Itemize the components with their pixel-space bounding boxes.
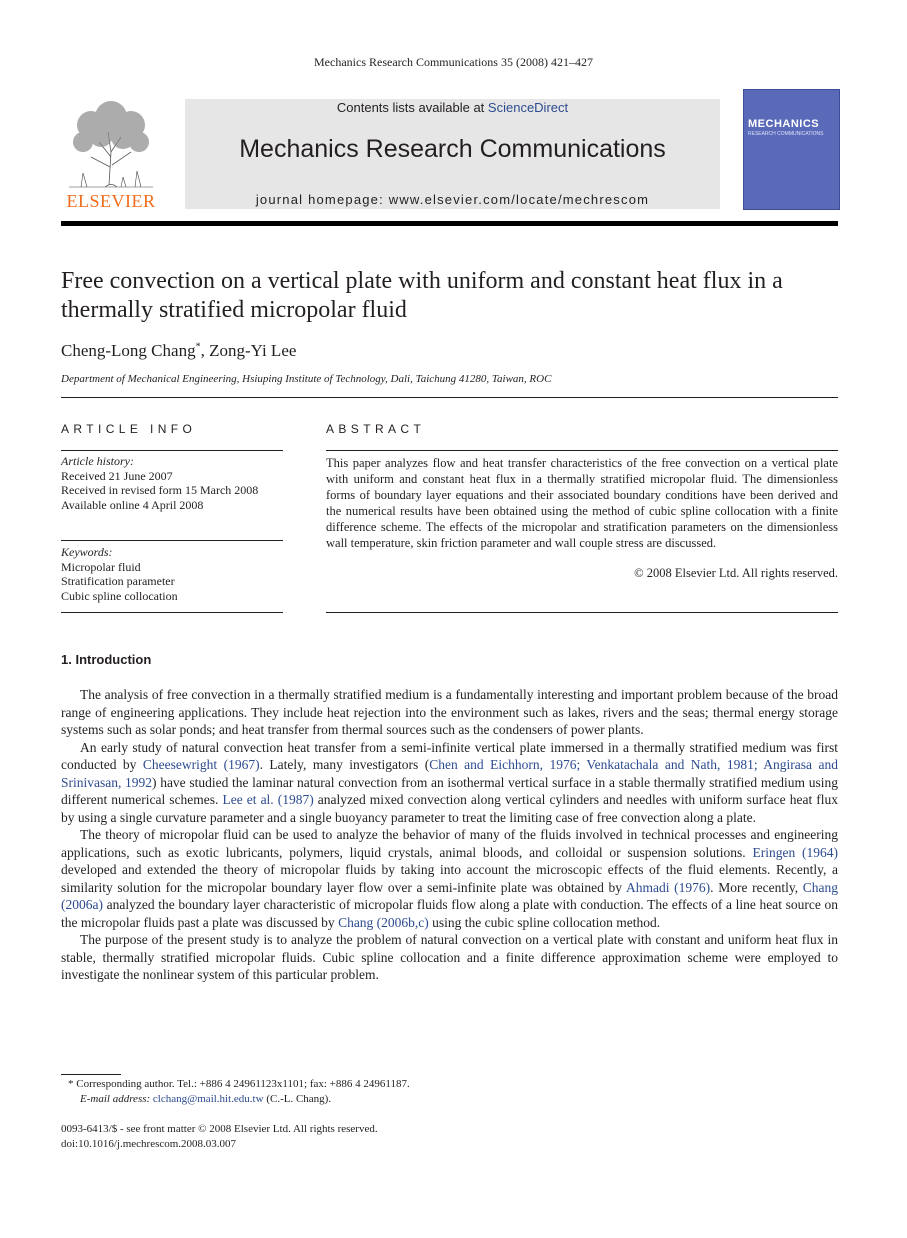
corresponding-author-mark[interactable]: * — [195, 341, 201, 353]
introduction-body — [61, 686, 838, 984]
citation-link[interactable]: Chen and Eichhorn, 1976; Venkatachala and Nath, 1981; Angirasa and Srinivasan, 1992 — [61, 757, 838, 790]
revised-date: Received in revised form 15 March 2008 — [61, 483, 259, 497]
divider — [326, 612, 838, 613]
citation-link[interactable]: Eringen (1964) — [752, 844, 838, 860]
abstract-heading: ABSTRACT — [326, 422, 426, 436]
citation-link[interactable]: Chang (2006a) — [61, 879, 839, 912]
contents-line — [185, 100, 720, 115]
footnote-text: Corresponding author. Tel.: +886 4 24961123x1101; fax: +886 4 24961187. — [73, 1078, 410, 1090]
text-run: ) have studied the laminar natural convection from an isothermal vertical surface in a stable thermally stratified medium using different numerical schemes. — [61, 774, 838, 807]
abstract-copyright: © 2008 Elsevier Ltd. All rights reserved. — [634, 566, 838, 580]
email-label: E-mail address: — [80, 1093, 151, 1105]
text-run: analyzed the boundary layer characteristic of micropolar fluids flow along a plate with conduction. The effects of a line heat source on the micropolar fluids past a plate was discussed by — [61, 897, 838, 930]
citation-link[interactable]: Cheesewright (1967) — [142, 757, 260, 772]
email-owner: (C.-L. Chang). — [263, 1093, 332, 1105]
text-run: . More recently, — [710, 879, 803, 895]
citation-link[interactable]: Ahmadi (1976) — [625, 879, 711, 895]
article-info-heading: ARTICLE INFO — [61, 422, 197, 436]
text-run: developed and extended the theory of micropolar fluids by taking into account the microscopic effects of the fluid elements. Recently, a similarity solution for the micropolar boundary layer flow over a semi-infinite plate was obtained by — [61, 862, 838, 895]
affiliation: Department of Mechanical Engineering, Hsiuping Institute of Technology, Dali, Taichung 41280, Taiwan, ROC — [61, 373, 552, 385]
elsevier-wordmark: ELSEVIER — [66, 191, 156, 211]
front-matter — [61, 1122, 378, 1152]
paragraph: The purpose of the present study is to analyze the problem of natural convection on a vertical plate with constant and uniform heat flux in stable, thermally stratified micropolar fluids. Cubic spline collocation and a finite difference approximation scheme were employed to investigate the nonlinear system of this particular problem. — [61, 932, 838, 982]
doi-line[interactable]: doi:10.1016/j.mechrescom.2008.03.007 — [61, 1138, 237, 1150]
keyword: Stratification parameter — [61, 574, 175, 588]
footnote — [68, 1077, 410, 1107]
abstract-body: This paper analyzes flow and heat transfer characteristics of the free convection on a vertical plate with uniform and constant heat flux in a thermally stratified micropolar fluid. The dimensionless forms of boundary layer equations and their associated boundary conditions have been derived and the numerical results have been obtained using the method of cubic spline collocation with a finite difference scheme. The effects of the micropolar and stratification parameters on the dimensionless wall temperature, skin friction parameter and wall couple stress are discussed. — [326, 456, 838, 550]
text-run: using the cubic spline collocation method. — [428, 914, 661, 930]
journal-title: Mechanics Research Communications — [239, 135, 666, 163]
text-run: analyzed mixed convection along vertical cylinders and needles with uniform surface heat flux by using a single curvature parameter and a single buoyancy parameter to treat the limiting case of free convection along a plate. — [61, 792, 838, 825]
header-rule — [61, 221, 838, 226]
keyword: Micropolar fluid — [61, 559, 141, 574]
article-history — [61, 454, 283, 512]
text-run: The theory of micropolar fluid can be used to analyze the behavior of many of the fluids involved in technical processes and engineering applications, such as exotic lubricants, polymers, liquid crystals, animal bloods, and colloidal or suspension solutions. — [61, 827, 838, 860]
journal-cover-thumbnail — [743, 89, 840, 210]
divider — [61, 450, 283, 451]
journal-homepage[interactable]: journal homepage: www.elsevier.com/locate/mechrescom — [255, 192, 650, 207]
running-head: Mechanics Research Communications 35 (2008) 421–427 — [314, 55, 593, 69]
keywords-label: Keywords: — [61, 545, 113, 559]
received-date: Received 21 June 2007 — [61, 468, 173, 483]
email-line — [68, 1092, 410, 1107]
online-date: Available online 4 April 2008 — [61, 497, 204, 512]
email-link[interactable]: clchang@mail.hit.edu.tw — [152, 1093, 264, 1105]
contents-prefix: Contents lists available at — [336, 100, 485, 115]
paragraph — [61, 739, 838, 827]
paragraph: The analysis of free convection in a thermally stratified medium is a fundamentally interesting and important problem because of the broad range of engineering applications. They include heat rejection into the environment such as lakes, rivers and the seas; thermal energy storage systems such as solar ponds; and heat transfer from thermal sources such as the condensers of power plants. — [61, 687, 838, 737]
divider — [61, 612, 283, 613]
history-label: Article history: — [61, 454, 134, 468]
divider — [326, 450, 838, 451]
article-title: Free convection on a vertical plate with uniform and constant heat flux in a thermally stratified micropolar fluid — [61, 268, 783, 323]
sciencedirect-link[interactable]: ScienceDirect — [487, 100, 569, 115]
author-list — [61, 341, 296, 361]
corresponding-author-note — [68, 1077, 410, 1092]
paragraph — [61, 826, 838, 931]
author-name: Cheng-Long Chang — [61, 341, 196, 360]
text-run: . Lately, many investigators ( — [259, 757, 430, 772]
footnote-divider — [61, 1074, 121, 1075]
cover-subtitle: RESEARCH COMMUNICATIONS — [748, 131, 824, 137]
keywords — [61, 545, 283, 603]
cover-title: MECHANICS — [748, 118, 820, 130]
issn-line: 0093-6413/$ - see front matter © 2008 Elsevier Ltd. All rights reserved. — [61, 1123, 378, 1135]
author-separator: , — [200, 341, 210, 360]
section-heading: 1. Introduction — [61, 652, 152, 667]
divider — [61, 540, 283, 541]
citation-link[interactable]: Chang (2006b,c) — [338, 914, 429, 930]
footnote-mark: * — [68, 1078, 74, 1090]
author-name: Zong-Yi Lee — [209, 341, 297, 360]
text-run: An early study of natural convection heat transfer from a semi-infinite vertical plate immersed in a thermally stratified medium was first conducted by — [61, 739, 838, 772]
keyword: Cubic spline collocation — [61, 588, 178, 603]
divider — [61, 397, 838, 398]
citation-link[interactable]: Lee et al. (1987) — [222, 792, 314, 807]
